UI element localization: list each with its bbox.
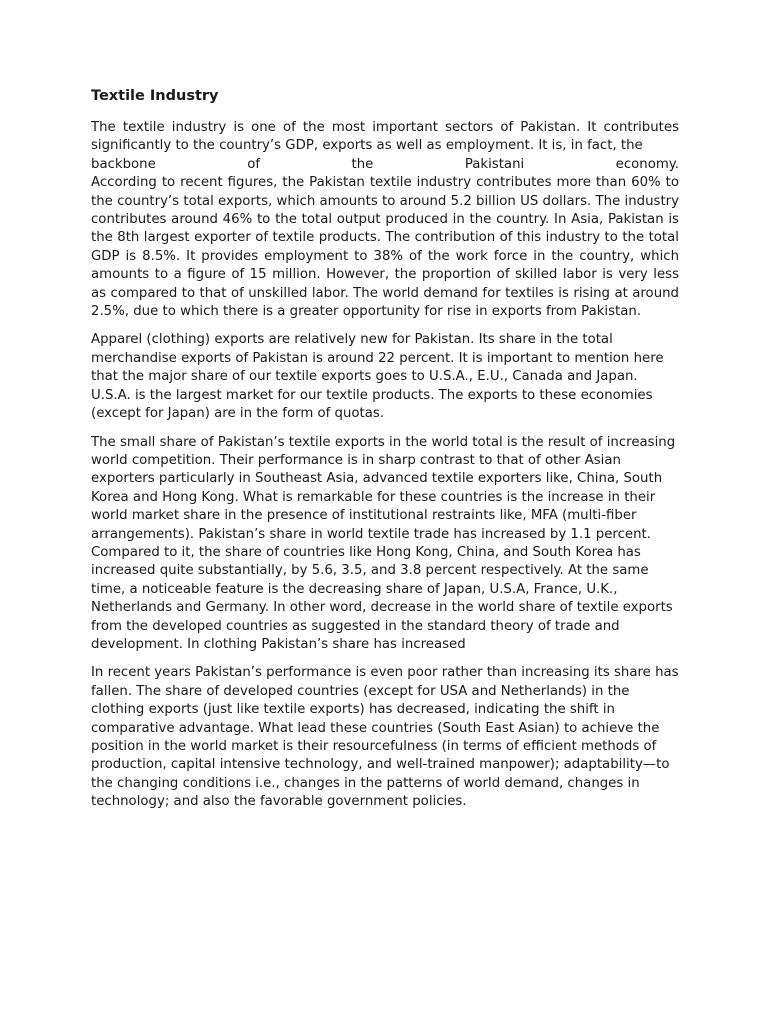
paragraph-textile-overview — [91, 119, 679, 321]
paragraph-1-line-1: The textile industry is one of the most important sectors of Pakistan. It contributes significantly to the country’s GDP, exports as well as employment. It is, in fact, the — [91, 120, 679, 154]
paragraph-recent-performance: In recent years Pakistan’s performance is even poor rather than increasing its share has fallen. The share of developed countries (except for USA and Netherlands) in the clothing exports (just like textile exports) has decreased, indicating the shift in comparative advantage. What lead these countries (South East Asian) to achieve the position in the world market is their resourcefulness (in terms of efficient methods of production, capital intensive technology, and well-trained manpower); adaptability—to the changing conditions i.e., changes in the patterns of world demand, changes in technology; and also the favorable government policies. — [91, 665, 679, 810]
paragraph-world-share: The small share of Pakistan’s textile exports in the world total is the result of increasing world competition. Their performance is in sharp contrast to that of other Asian exporters particularly in Southeast Asia, advanced textile exporters like, China, South Korea and Hong Kong. What is remarkable for these countries is the increase in their world market share in the presence of institutional restraints like, MFA (multi-fiber arrangements). Pakistan’s share in world textile trade has increased by 1.1 percent. Compared to it, the share of countries like Hong Kong, China, and South Korea has increased quite substantially, by 5.6, 3.5, and 3.8 percent respectively. At the same time, a noticeable feature is the decreasing share of Japan, U.S.A, France, U.K., Netherlands and Germany. In other word, decrease in the world share of textile exports from the developed countries as suggested in the standard theory of trade and development. In clothing Pakistan’s share has increased — [91, 434, 676, 652]
paragraph-apparel-exports: Apparel (clothing) exports are relatively new for Pakistan. Its share in the total merchandise exports of Pakistan is around 22 percent. It is important to mention here that the major share of our textile exports goes to U.S.A., E.U., Canada and Japan. U.S.A. is the largest market for our textile products. The exports to these economies (except for Japan) are in the form of quotas. — [91, 332, 664, 422]
document-title: Textile Industry — [91, 88, 219, 104]
paragraph-1-rest: According to recent figures, the Pakistan textile industry contributes more than 60% to the country’s total exports, which amounts to around 5.2 billion US dollars. The industry contributes around 46% to the total output produced in the country. In Asia, Pakistan is the 8th largest exporter of textile products. The contribution of this industry to the total GDP is 8.5%. It provides employment to 38% of the work force in the country, which amounts to a figure of 15 million. However, the proportion of skilled labor is very less as compared to that of unskilled labor. The world demand for textiles is rising at around 2.5%, due to which there is a greater opportunity for rise in exports from Pakistan. — [91, 175, 679, 320]
paragraph-1-line-2: backbone of the Pakistani economy. — [91, 156, 679, 172]
document-page — [91, 86, 679, 822]
